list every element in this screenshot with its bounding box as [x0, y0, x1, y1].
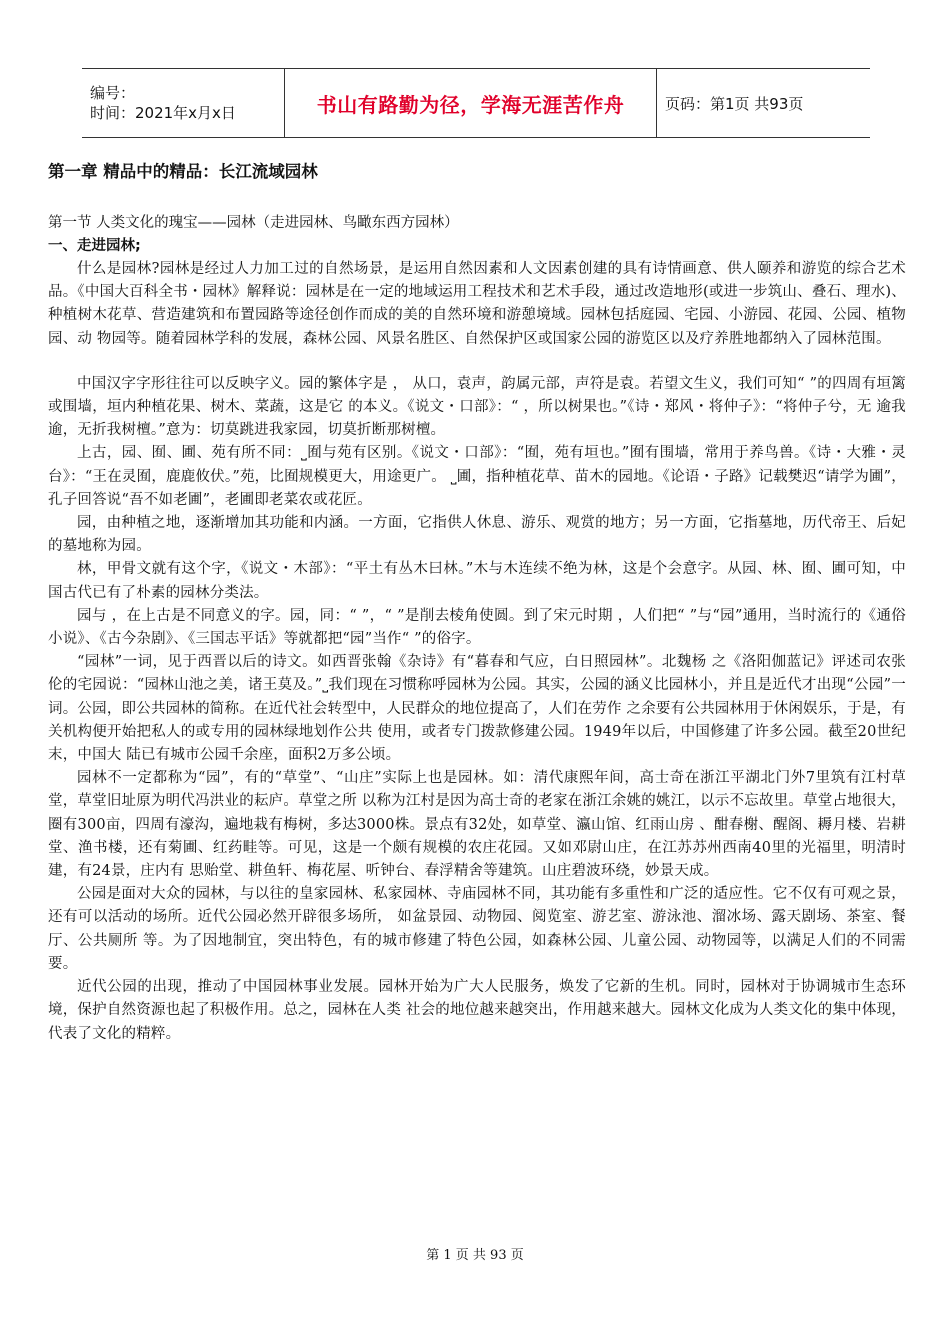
document-body	[48, 158, 906, 1046]
header-meta	[82, 69, 284, 137]
paragraph: 近代公园的出现，推动了中国园林事业发展。园林开始为广大人民服务，焕发了它新的生机。同时，园林对于协调城市生态环境，保护自然资源也起了积极作用。总之，园林在人类 社会的地位越来越突出，作用越来越大。园林文化成为人类文化的集中体现，代表了文化的精粹。	[48, 979, 906, 1042]
paragraph: 林，甲骨文就有这个字，《说文・木部》：“平土有丛木曰林。”木与木连续不绝为林，这是个会意字。从园、林、囿、圃可知，中国古代已有了朴素的园林分类法。	[48, 561, 906, 601]
time-label: 时间：2021年x月x日	[90, 104, 236, 122]
paragraph: “园林”一词，见于西晋以后的诗文。如西晋张翰《杂诗》有“暮春和气应，白日照园林”。北魏杨 之《洛阳伽蓝记》评述司农张伦的宅园说：“园林山池之美，诸王莫及。”⎵我们现在习惯称呼园林为公园。其实，公园的涵义比园林小，并且是近代才出现“公园”一词。公园，即公共园林的简称。在近代社会转型中，人民群众的地位提高了，人们在劳作 之余要有公共园林用于休闲娱乐，于是，有关机构便开始把私人的或专用的园林绿地划作公共 使用，或者专门拨款修建公园。1949年以后，中国修建了许多公园。截至20世纪末，中国大 陆已有城市公园千余座，面积2万多公顷。	[48, 654, 906, 764]
page-info-text: 页码：第1页 共93页	[665, 94, 804, 113]
paragraph: 上古，园、囿、圃、苑有所不同：⎵囿与苑有区别。《说文・口部》：“囿，苑有垣也。”囿有围墙，常用于养鸟兽。《诗・大雅・灵台》：“王在灵囿，鹿鹿攸伏。”苑，比囿规模更大，用途更广。 ⎵圃，指种植花草、苗木的园地。《论语・子路》记载樊迟“请学为圃”，孔子回答说“吾不如老圃”，老圃即老菜农或花匠。	[48, 445, 906, 508]
paragraph: 什么是园林?园林是经过人力加工过的自然场景，是运用自然因素和人文因素创建的具有诗情画意、供人颐养和游览的综合艺术 品。《中国大百科全书・园林》解释说：园林是在一定的地域运用工程技术和艺术手段，通过改造地形(或进一步筑山、叠石、理水)、种植树木花草、营造建筑和布置园路等途径创作而成的美的自然环境和游憩境域。园林包括庭园、宅园、小游园、花园、公园、植物园、动 物园等。随着园林学科的发展，森林公园、风景名胜区、自然保护区或国家公园的游览区以及疗养胜地都纳入了园林范围。	[48, 261, 906, 347]
page-footer: 第 1 页 共 93 页	[426, 1248, 524, 1263]
header-motto-cell	[284, 69, 657, 137]
header-page-info	[657, 69, 870, 137]
page-header	[82, 68, 870, 138]
chapter-title: 第一章 精品中的精品：长江流域园林	[48, 162, 318, 181]
subheading: 一、走进园林;	[48, 238, 141, 254]
paragraph: 公园是面对大众的园林，与以往的皇家园林、私家园林、寺庙园林不同，其功能有多重性和广泛的适应性。它不仅有可观之景，还有可以活动的场所。近代公园必然开辟很多场所， 如盆景园、动物园、阅览室、游艺室、游泳池、溜冰场、露天剧场、茶室、餐厅、公共厕所 等。为了因地制宜，突出特色，有的城市修建了特色公园，如森林公园、儿童公园、动物园等，以满足人们的不同需要。	[48, 886, 906, 972]
paragraph: 园，由种植之地，逐渐增加其功能和内涵。一方面，它指供人休息、游乐、观赏的地方；另一方面，它指墓地，历代帝王、后妃的墓地称为园。	[48, 515, 906, 555]
number-label: 编号：	[90, 84, 136, 102]
paragraph-gap	[48, 351, 906, 373]
paragraph: 中国汉字字形往往可以反映字义。园的繁体字是 ， 从口，袁声，韵属元部，声符是袁。若望文生义，我们可知“ ”的四周有垣篱或围墙，垣内种植花果、树木、菜蔬，这是它 的本义。《说文・口部》：“ ，所以树果也。”《诗・郑风・将仲子》：“将仲子兮，无 逾我逾，无折我树檀。”意为：切莫跳进我家园，切莫折断那树檀。	[48, 375, 906, 439]
paragraph: 园与 ，在上古是不同意义的字。园，同：“ ”，“ ”是削去棱角使圆。到了宋元时期 ，人们把“ ”与“园”通用，当时流行的《通俗小说》、《古今杂剧》、《三国志平话》等就都把“园”当作“ ”的俗字。	[48, 607, 906, 648]
motto-text: 书山有路勤为径，学海无涯苦作舟	[316, 92, 625, 117]
paragraph: 园林不一定都称为“园”，有的“草堂”、“山庄”实际上也是园林。如：清代康熙年间，高士奇在浙江平湖北门外7里筑有江村草堂，草堂旧址原为明代冯洪业的耘庐。草堂之所 以称为江村是因为高士奇的老家在浙江余姚的姚江，以示不忘故里。草堂占地很大，圈有300亩，四周有濠沟，遍地栽有梅树，多达3000株。景点有32处，如草堂、瀛山馆、红雨山房 、酣春榭、醒阁、耨月楼、岩耕堂、渔书楼，还有菊圃、红药畦等。可见，这是一个颇有规模的农庄花园。又如邓尉山庄，在江苏苏州西南40里的光福里，明清时建，有24景，庄内有 思贻堂、耕鱼轩、梅花屋、听钟台、春浮精舍等建筑。山庄碧波环绕，妙景天成。	[48, 770, 906, 880]
section-title: 第一节 人类文化的瑰宝——园林（走进园林、鸟瞰东西方园林）	[48, 215, 459, 231]
